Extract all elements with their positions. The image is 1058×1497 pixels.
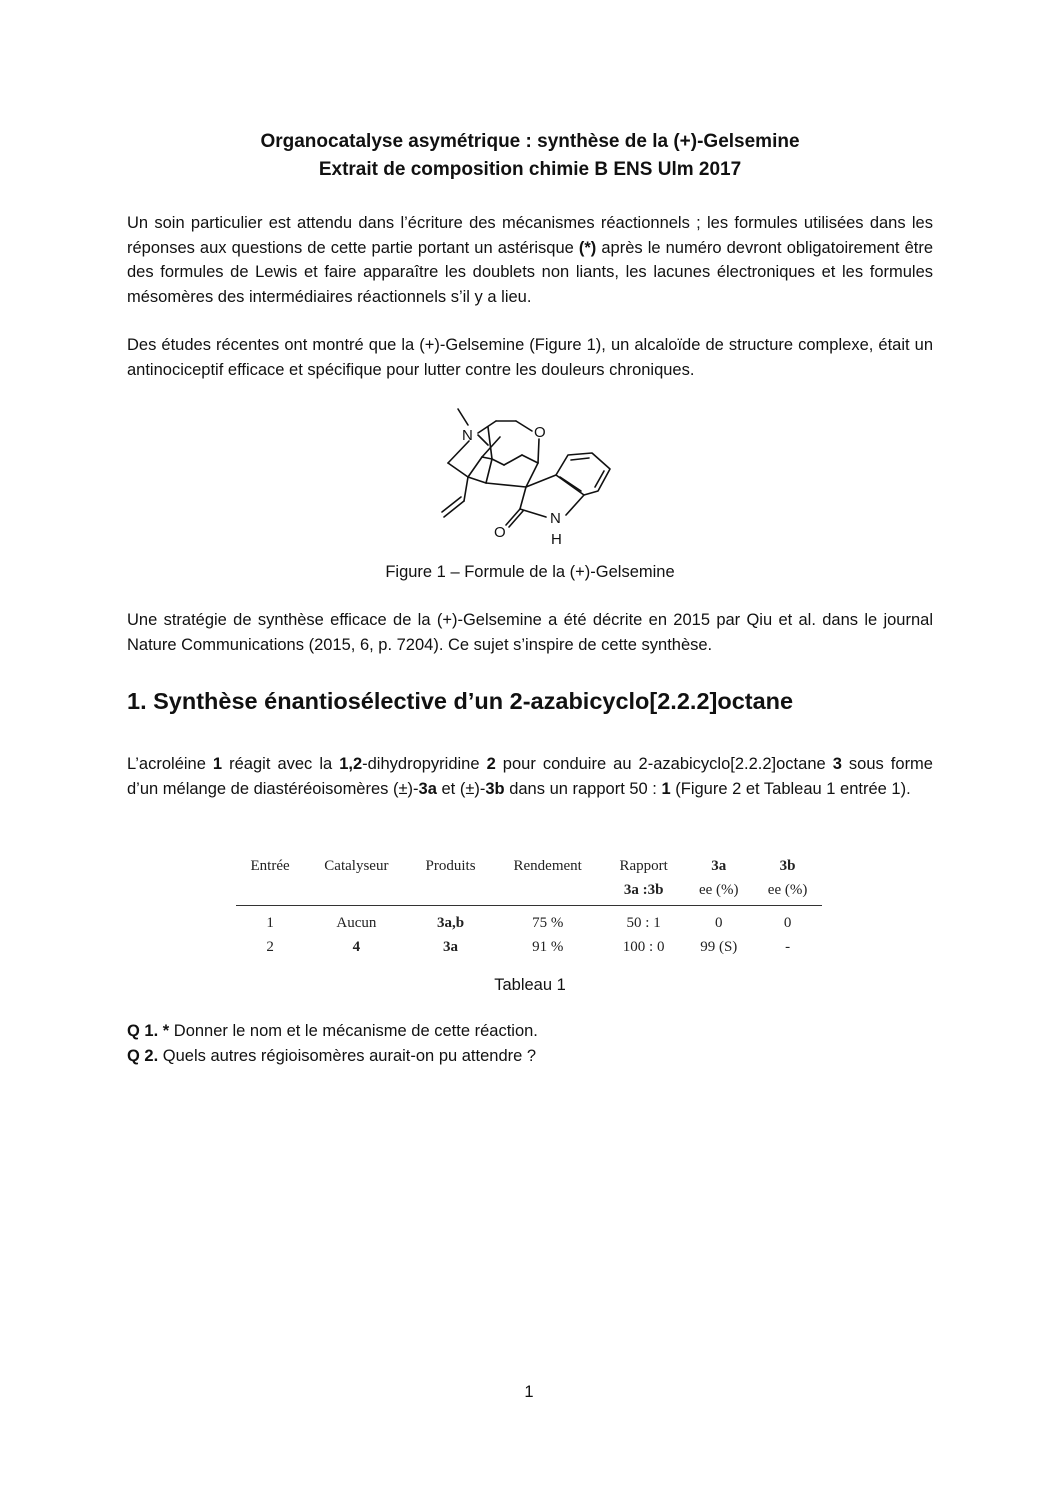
table-cell: 4 bbox=[352, 938, 361, 955]
table-row bbox=[236, 906, 822, 936]
compound-ref: 1 bbox=[212, 755, 223, 773]
intro-p1-text-a: Un soin particulier est attendu dans l’écriture des mécanismes réactionnels ; les formules utilisées dans les réponses aux questions de cette partie portant un astérisque bbox=[127, 214, 933, 257]
bond bbox=[566, 495, 584, 515]
bond bbox=[486, 459, 492, 483]
section-heading: 1. Synthèse énantiosélective d’un 2-azabicyclo[2.2.2]octane bbox=[127, 688, 794, 714]
table-caption: Tableau 1 bbox=[494, 976, 566, 994]
bond bbox=[486, 483, 526, 487]
bond bbox=[458, 409, 468, 425]
question-text: Quels autres régioisomères aurait-on pu attendre ? bbox=[158, 1047, 537, 1065]
atom-label: N bbox=[462, 427, 473, 444]
table-header: Produits bbox=[425, 857, 476, 874]
bond bbox=[448, 463, 468, 477]
question-text: Donner le nom et le mécanisme de cette réaction. bbox=[169, 1022, 538, 1040]
bond bbox=[504, 455, 522, 465]
text-run: -dihydropyridine bbox=[362, 755, 487, 773]
intro-paragraph-1 bbox=[127, 211, 933, 309]
table-subheader: ee (%) bbox=[753, 878, 822, 906]
table-header: 3a bbox=[711, 857, 727, 874]
figure-caption: Figure 1 – Formule de la (+)-Gelsemine bbox=[385, 563, 675, 581]
table-cell: - bbox=[785, 938, 791, 955]
question-label: Q 1. * bbox=[127, 1022, 170, 1040]
document-title bbox=[127, 128, 933, 184]
compound-ref: 1 bbox=[661, 779, 671, 798]
table-cell: 3a bbox=[443, 938, 459, 955]
table-cell: Aucun bbox=[336, 914, 377, 931]
table-header: Entrée bbox=[250, 857, 290, 874]
compound-ref: 3a bbox=[418, 779, 437, 798]
text-run: L’acroléine bbox=[127, 755, 213, 773]
bond bbox=[492, 459, 504, 465]
atom-label: N bbox=[550, 510, 561, 527]
gelsemine-structure bbox=[438, 405, 624, 551]
bond bbox=[464, 477, 468, 501]
table-cell: 75 % bbox=[532, 914, 564, 931]
table-subheader bbox=[236, 878, 304, 906]
strategy-paragraph: Une stratégie de synthèse efficace de la (+)-Gelsemine a été décrite en 2015 par Qiu et al. dans le journal Nature Communications (2015, 6, p. 7204). Ce sujet s’inspire de cette synthèse. bbox=[127, 611, 933, 654]
intro-p1-text-b: après le numéro devront obligatoirement être des formules de Lewis et faire apparaître les doublets non liants, les lacunes électroniques et les formules mésomères des intermédiaires réactionnels s’il y a lieu. bbox=[127, 238, 934, 306]
bond bbox=[538, 439, 539, 463]
table-cell: 50 : 1 bbox=[626, 914, 661, 931]
bond bbox=[595, 471, 604, 487]
text-run: dans un rapport 50 : bbox=[504, 779, 662, 798]
bond bbox=[442, 497, 461, 512]
bond bbox=[482, 457, 492, 459]
question-label: Q 2. bbox=[127, 1047, 159, 1065]
bond bbox=[468, 477, 486, 483]
atom-label: H bbox=[551, 531, 562, 548]
table-subheader bbox=[492, 878, 602, 906]
bond bbox=[478, 421, 496, 433]
atom-label: O bbox=[494, 524, 506, 541]
table-cell: 1 bbox=[266, 914, 274, 931]
bond bbox=[448, 441, 469, 463]
table-header: Rapport bbox=[619, 857, 668, 874]
table-cell: 99 (S) bbox=[700, 938, 738, 955]
bond bbox=[520, 487, 526, 509]
asterisk-marker: (*) bbox=[578, 238, 597, 257]
table-cell: 0 bbox=[715, 914, 723, 931]
table-subheader bbox=[304, 878, 408, 906]
table-cell: 100 : 0 bbox=[622, 938, 665, 955]
compound-ref: 2 bbox=[486, 755, 496, 773]
table-subheader-row bbox=[236, 878, 822, 906]
intro-paragraph-2: Des études récentes ont montré que la (+)-Gelsemine (Figure 1), un alcaloïde de structure complexe, était un antinociceptif efficace et spécifique pour lutter contre les douleurs chroniques. bbox=[127, 336, 933, 379]
bond bbox=[522, 455, 538, 463]
table-cell: 2 bbox=[266, 938, 274, 955]
compound-ref: 1,2 bbox=[339, 755, 363, 773]
question-1 bbox=[127, 1022, 538, 1041]
page-number: 1 bbox=[524, 1383, 534, 1401]
table-cell: 3a,b bbox=[436, 914, 465, 931]
table-header: 3b bbox=[779, 857, 796, 874]
compound-ref: 3b bbox=[485, 779, 505, 798]
bond bbox=[571, 458, 589, 460]
table-header: Rendement bbox=[513, 857, 582, 874]
bond bbox=[468, 457, 482, 477]
text-run: sous forme d’un mélange de diastéréoisomères (±)- bbox=[127, 755, 933, 798]
table-cell: 0 bbox=[783, 914, 792, 931]
bond bbox=[520, 509, 546, 517]
text-run: réagit avec la bbox=[222, 755, 340, 773]
table-subheader: ee (%) bbox=[684, 878, 753, 906]
text-run: et (±)- bbox=[436, 779, 486, 798]
table-row bbox=[236, 935, 822, 959]
bond bbox=[560, 477, 581, 491]
table-header: Catalyseur bbox=[324, 857, 389, 874]
table-subheader bbox=[409, 878, 493, 906]
results-table bbox=[236, 852, 822, 959]
title-line-1: Organocatalyse asymétrique : synthèse de la (+)-Gelsemine bbox=[260, 131, 800, 152]
table-cell: 91 % bbox=[532, 938, 564, 955]
table-header-row bbox=[236, 852, 822, 878]
title-line-2: Extrait de composition chimie B ENS Ulm 2017 bbox=[318, 159, 742, 180]
atom-label: O bbox=[534, 424, 546, 441]
bond bbox=[516, 421, 532, 431]
bond bbox=[478, 435, 488, 445]
section-paragraph bbox=[127, 752, 933, 801]
text-run: (Figure 2 et Tableau 1 entrée 1). bbox=[670, 779, 911, 798]
text-run: pour conduire au 2-azabicyclo[2.2.2]octane bbox=[495, 755, 833, 773]
table-subheader: 3a :3b bbox=[603, 878, 684, 906]
question-2 bbox=[127, 1047, 536, 1066]
compound-ref: 3 bbox=[832, 755, 842, 773]
bond bbox=[488, 427, 492, 459]
